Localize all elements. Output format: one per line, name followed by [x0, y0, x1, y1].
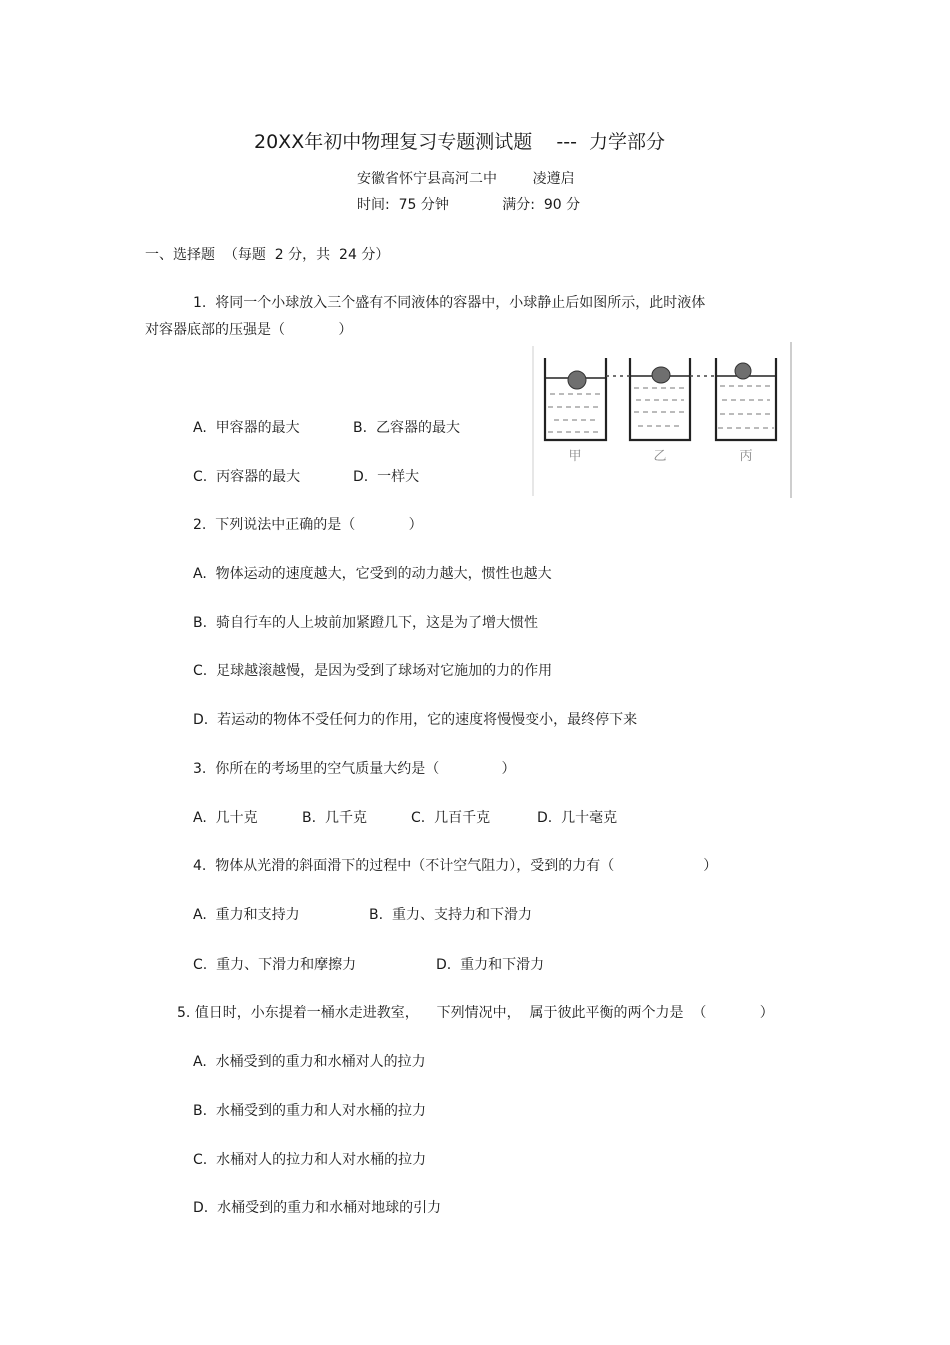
- q5-option-c: C. 水桶对人的拉力和人对水桶的拉力: [193, 1152, 427, 1168]
- q3-option-b: B. 几千克: [302, 810, 367, 826]
- ball-bing: [735, 363, 751, 379]
- q3-option-c: C. 几百千克: [411, 810, 491, 826]
- q5-option-d: D. 水桶受到的重力和水桶对地球的引力: [193, 1200, 442, 1216]
- q5-option-a: A. 水桶受到的重力和水桶对人的拉力: [193, 1054, 426, 1070]
- label-yi: 乙: [653, 449, 667, 464]
- ball-yi: [652, 367, 670, 383]
- q3-option-a: A. 几十克: [193, 810, 258, 826]
- q1-stem-line1: 1. 将同一个小球放入三个盛有不同液体的容器中，小球静止后如图所示，此时液体: [193, 295, 706, 311]
- q4-stem: 4. 物体从光滑的斜面滑下的过程中（不计空气阻力），受到的力有（ ）: [193, 858, 718, 874]
- q2-option-c: C. 足球越滚越慢，是因为受到了球场对它施加的力的作用: [193, 663, 553, 679]
- q2-stem: 2. 下列说法中正确的是（ ）: [193, 517, 423, 533]
- page-title: 20XX年初中物理复习专题测试题 --- 力学部分: [254, 131, 666, 153]
- q5-stem: 5. 值日时，小东提着一桶水走进教室， 下列情况中， 属于彼此平衡的两个力是 （ ）: [177, 1005, 774, 1021]
- q3-option-d: D. 几十毫克: [537, 810, 618, 826]
- q2-option-a: A. 物体运动的速度越大，它受到的动力越大，惯性也越大: [193, 566, 552, 582]
- q2-option-d: D. 若运动的物体不受任何力的作用，它的速度将慢慢变小，最终停下来: [193, 712, 638, 728]
- label-jia: 甲: [568, 449, 582, 464]
- q4-option-d: D. 重力和下滑力: [436, 957, 545, 973]
- container-yi: [630, 358, 690, 440]
- q1-option-c: C. 丙容器的最大: [193, 469, 301, 485]
- three-containers-figure: [532, 342, 794, 498]
- q2-option-b: B. 骑自行车的人上坡前加紧蹬几下，这是为了增大惯性: [193, 615, 538, 631]
- label-bing: 丙: [739, 449, 753, 464]
- q4-option-c: C. 重力、下滑力和摩擦力: [193, 957, 357, 973]
- q1-option-b: B. 乙容器的最大: [353, 420, 460, 436]
- q5-option-b: B. 水桶受到的重力和人对水桶的拉力: [193, 1103, 426, 1119]
- q1-stem-line2: 对容器底部的压强是（ ）: [145, 322, 353, 338]
- q3-stem: 3. 你所在的考场里的空气质量大约是（ ）: [193, 761, 516, 777]
- container-bing: [716, 358, 776, 440]
- section-heading: 一、选择题 （每题 2 分，共 24 分）: [145, 247, 390, 263]
- container-jia: [545, 358, 606, 440]
- q1-option-a: A. 甲容器的最大: [193, 420, 300, 436]
- school-author-line: 安徽省怀宁县高河二中 凌遵启: [357, 171, 575, 187]
- q4-option-b: B. 重力、支持力和下滑力: [369, 907, 532, 923]
- ball-jia: [568, 371, 586, 389]
- time-score-line: 时间: 75 分钟 满分: 90 分: [357, 197, 581, 213]
- q1-option-d: D. 一样大: [353, 469, 420, 485]
- q4-option-a: A. 重力和支持力: [193, 907, 300, 923]
